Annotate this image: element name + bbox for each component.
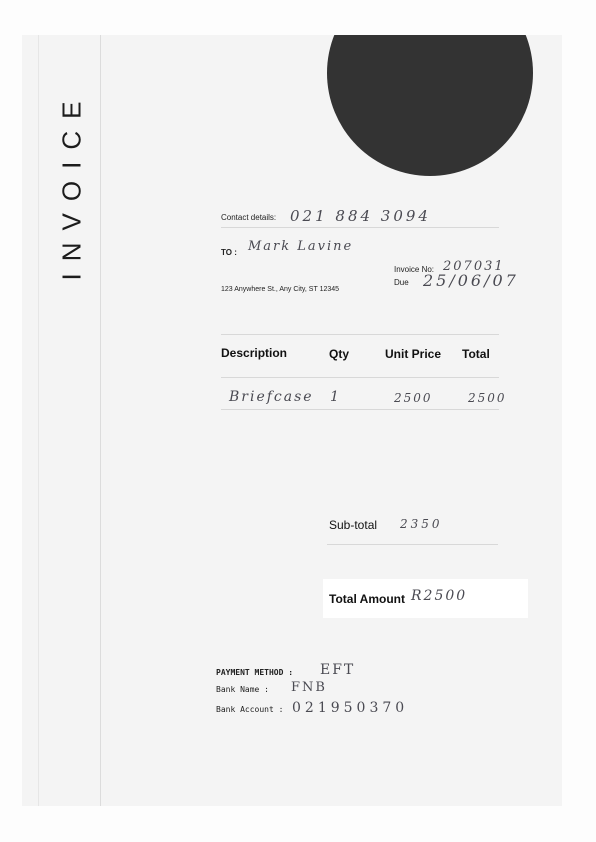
- due-label: Due: [394, 278, 409, 287]
- due-value: 25/06/07: [423, 271, 519, 290]
- to-label: TO :: [221, 248, 237, 257]
- bank-name-value: FNB: [291, 680, 327, 695]
- row-description: Briefcase: [229, 389, 314, 405]
- page-top-margin: [0, 0, 596, 35]
- header-total: Total: [462, 347, 490, 361]
- header-unit-price: Unit Price: [385, 347, 442, 361]
- header-qty: Qty: [329, 347, 350, 361]
- contact-rule: [221, 227, 499, 228]
- payment-method-label: PAYMENT METHOD :: [216, 668, 294, 677]
- contact-value: 021 884 3094: [290, 207, 431, 225]
- margin-line: [38, 35, 39, 806]
- invoice-no-value: 207031: [443, 259, 505, 274]
- invoice-title: INVOICE: [56, 89, 87, 281]
- bank-name-label: Bank Name :: [216, 685, 269, 694]
- sidebar-divider: [100, 35, 101, 806]
- row-total: 2500: [468, 391, 507, 405]
- header-description: Description: [221, 346, 288, 360]
- bank-account-label: Bank Account :: [216, 705, 284, 714]
- invoice-no-label: Invoice No:: [394, 265, 435, 274]
- subtotal-label: Sub-total: [329, 518, 378, 532]
- total-label: Total Amount: [329, 592, 405, 606]
- subtotal-rule: [327, 544, 498, 545]
- address: 123 Anywhere St., Any City, ST 12345: [221, 286, 340, 293]
- subtotal-value: 2350: [400, 517, 443, 531]
- to-value: Mark Lavine: [248, 239, 354, 254]
- bank-account-value: 021950370: [292, 700, 409, 716]
- row-unit-price: 2500: [394, 391, 433, 405]
- row-qty: 1: [330, 389, 341, 405]
- payment-method-value: EFT: [320, 662, 356, 678]
- row-rule: [221, 409, 499, 410]
- table-top-rule: [221, 334, 499, 335]
- contact-label: Contact details:: [221, 213, 277, 222]
- total-value: R2500: [411, 588, 468, 604]
- header-rule: [221, 377, 499, 378]
